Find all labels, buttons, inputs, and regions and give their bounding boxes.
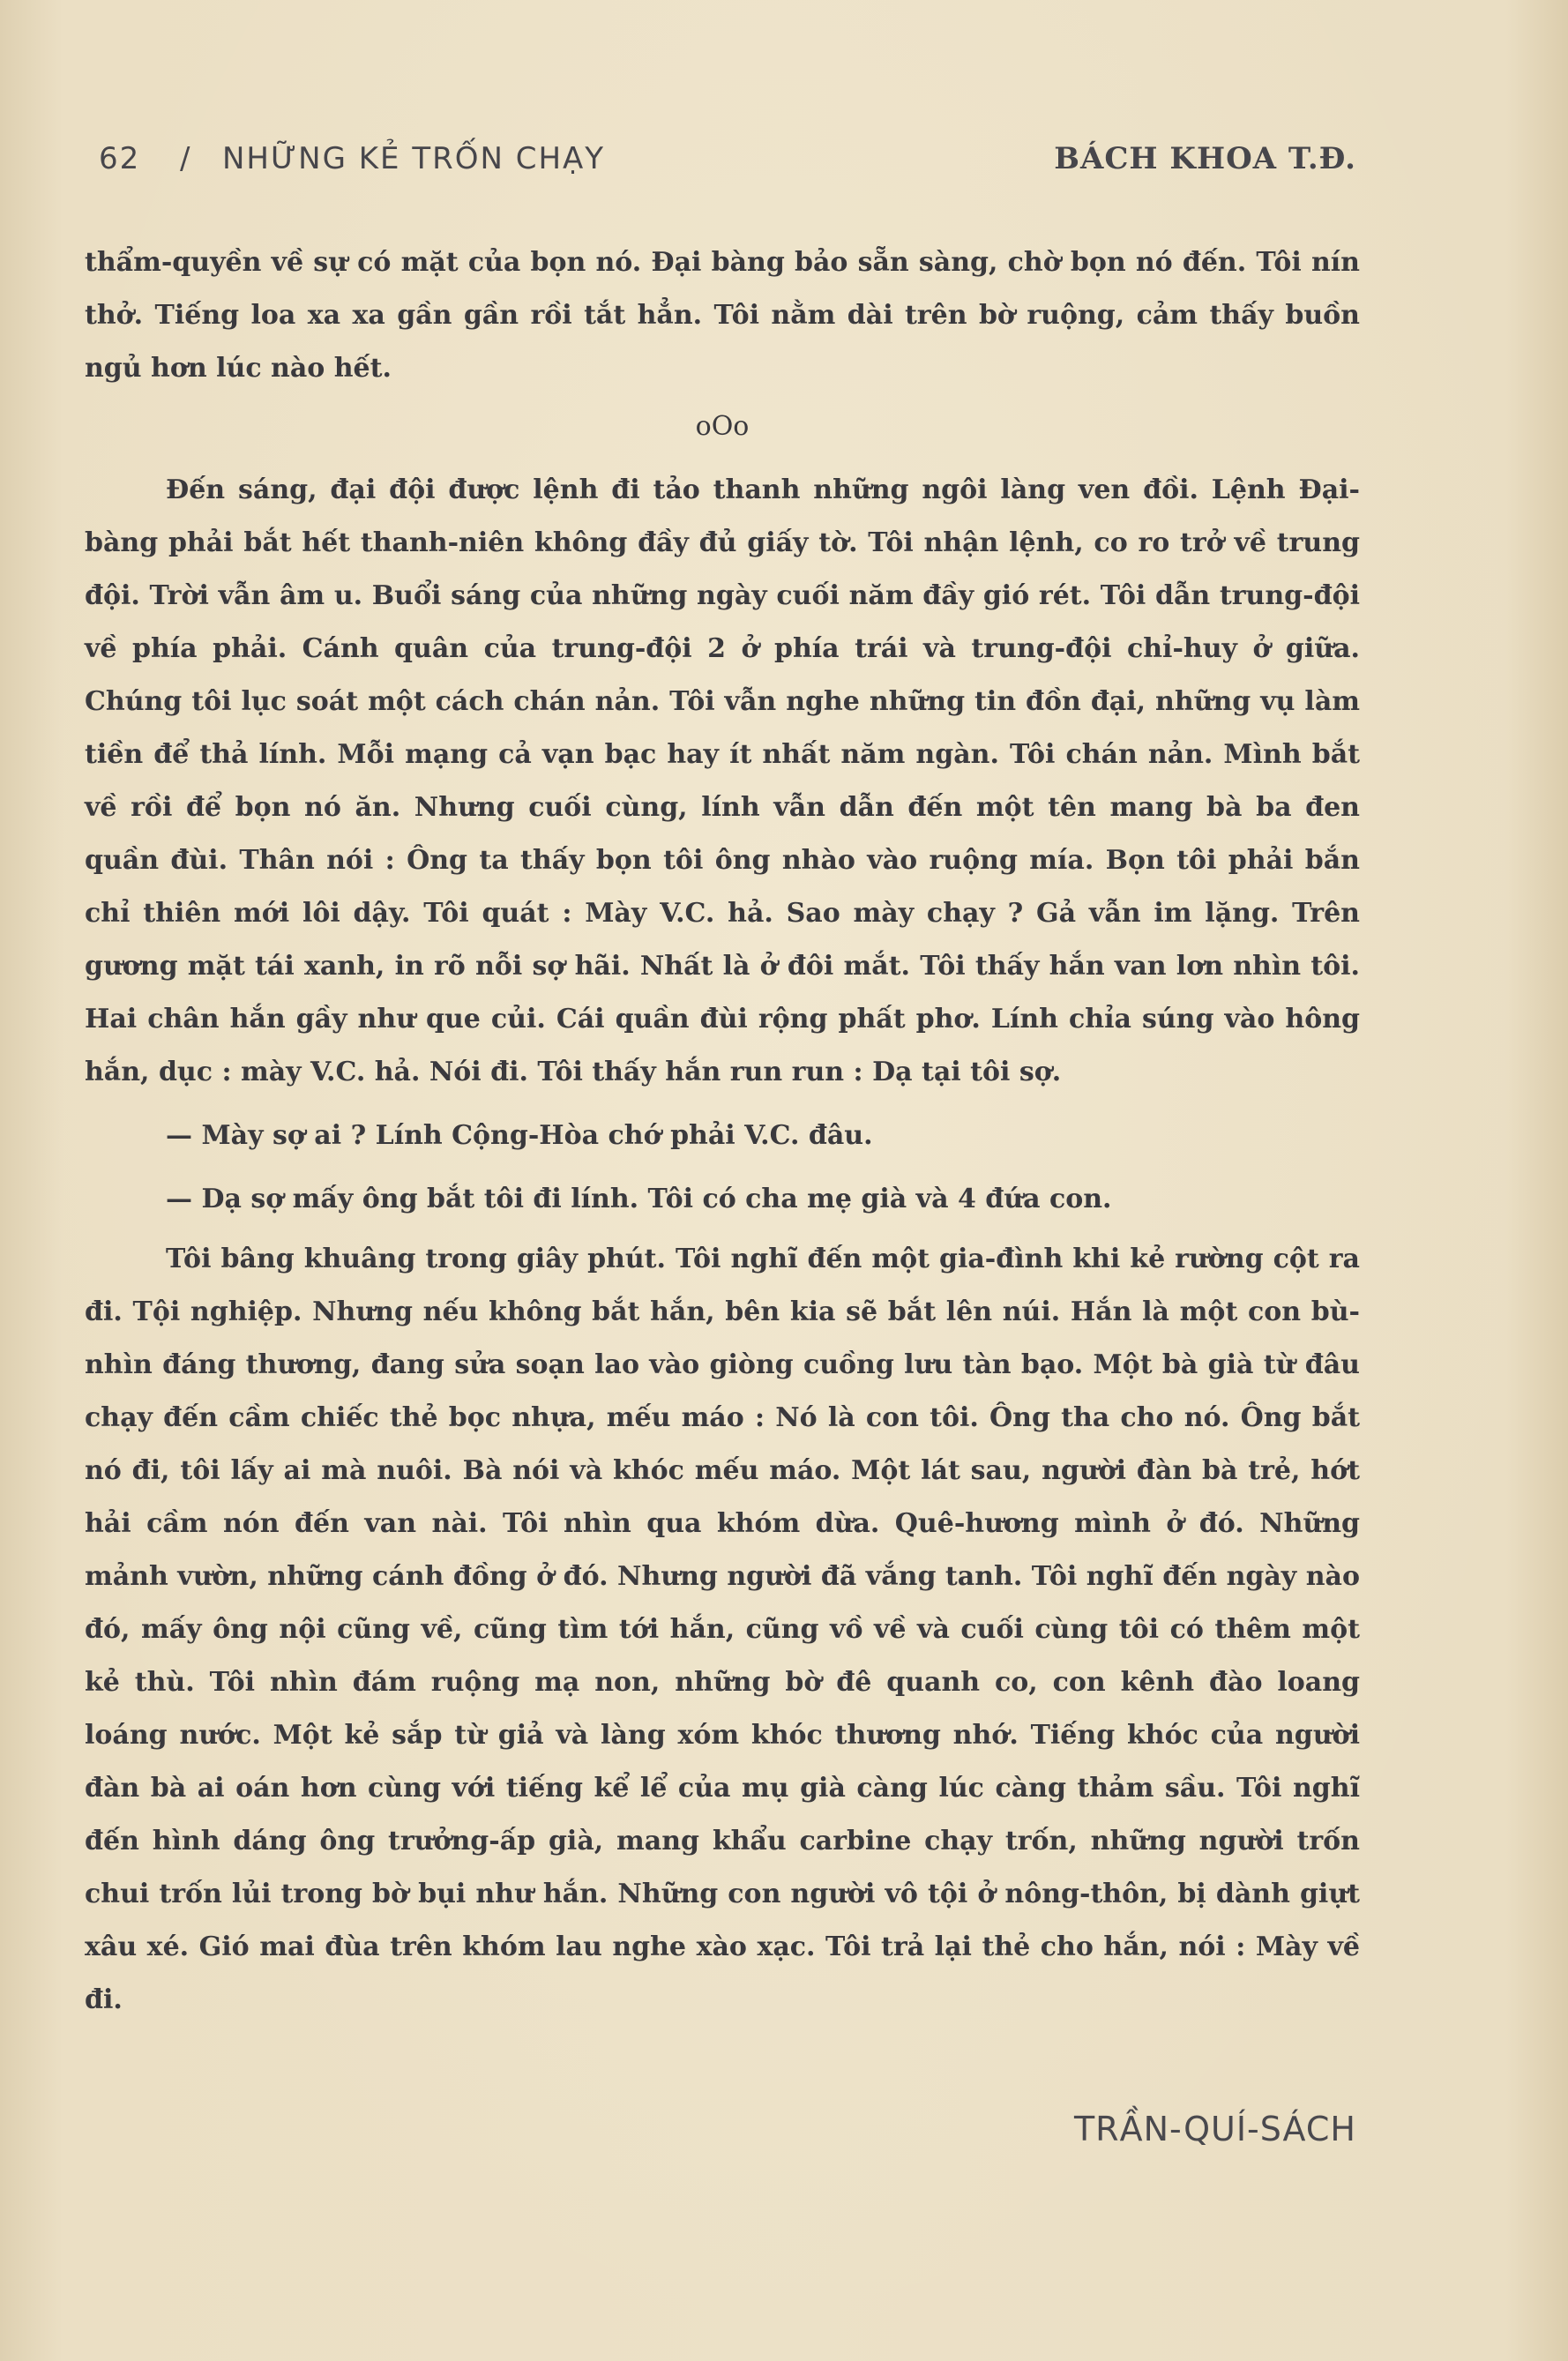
- paragraph: Đến sáng, đại đội được lệnh đi tảo thanh những ngôi làng ven đồi. Lệnh Đại-bàng phải bắt hết thanh-niên không đầy đủ giấy tờ. Tôi nhận lệnh, co ro trở về trung đội. Trời vẫn âm u. Buổi sáng của những ngày cuối năm đầy gió rét. Tôi dẫn trung-đội về phía phải. Cánh quân của trung-đội 2 ở phía trái và trung-đội chỉ-huy ở giữa. Chúng tôi lục soát một cách chán nản. Tôi vẫn nghe những tin đồn đại, những vụ làm tiền để thả lính. Mỗi mạng cả vạn bạc hay ít nhất năm ngàn. Tôi chán nản. Mình bắt về rồi để bọn nó ăn. Nhưng cuối cùng, lính vẫn dẫn đến một tên mang bà ba đen quần đùi. Thân nói : Ông ta thấy bọn tôi ông nhào vào ruộng mía. Bọn tôi phải bắn chỉ thiên mới lôi dậy. Tôi quát : Mày V.C. hả. Sao mày chạy ? Gả vẫn im lặng. Trên gương mặt tái xanh, in rõ nỗi sợ hãi. Nhất là ở đôi mắt. Tôi thấy hắn van lơn nhìn tôi. Hai chân hắn gầy như que củi. Cái quần đùi rộng phất phơ. Lính chỉa súng vào hông hắn, dục : mày V.C. hả. Nói đi. Tôi thấy hắn run run : Dạ tại tôi sợ.: [85, 474, 1360, 1087]
- header-separator: /: [180, 141, 192, 176]
- page-number: 62: [99, 141, 141, 176]
- magazine-name: BÁCH KHOA T.Đ.: [1054, 141, 1356, 176]
- paragraph-continued: thẩm-quyền về sự có mặt của bọn nó. Đại bàng bảo sẵn sàng, chờ bọn nó đến. Tôi nín thở. Tiếng loa xa xa gần gần rồi tắt hẳn. Tôi nằm dài trên bờ ruộng, cảm thấy buồn ngủ hơn lúc nào hết.: [85, 247, 1360, 384]
- article-body: [85, 236, 1360, 2027]
- dialog-line: — Mày sợ ai ? Lính Cộng-Hòa chớ phải V.C. đâu.: [166, 1120, 873, 1151]
- section-separator: oOo: [695, 411, 750, 442]
- author-signature: TRẦN-QUÍ-SÁCH: [1073, 2110, 1356, 2148]
- running-header: [99, 141, 1356, 185]
- dialog-line: — Dạ sợ mấy ông bắt tôi đi lính. Tôi có cha mẹ già và 4 đứa con.: [166, 1184, 1112, 1214]
- paragraph: Tôi bâng khuâng trong giây phút. Tôi nghĩ đến một gia-đình khi kẻ rường cột ra đi. Tội nghiệp. Nhưng nếu không bắt hắn, bên kia sẽ bắt lên núi. Hắn là một con bù-nhìn đáng thương, đang sửa soạn lao vào giòng cuồng lưu tàn bạo. Một bà già từ đâu chạy đến cầm chiếc thẻ bọc nhựa, mếu máo : Nó là con tôi. Ông tha cho nó. Ông bắt nó đi, tôi lấy ai mà nuôi. Bà nói và khóc mếu máo. Một lát sau, người đàn bà trẻ, hớt hải cầm nón đến van nài. Tôi nhìn qua khóm dừa. Quê-hương mình ở đó. Những mảnh vườn, những cánh đồng ở đó. Nhưng người đã vắng tanh. Tôi nghĩ đến ngày nào đó, mấy ông nội cũng về, cũng tìm tới hắn, cũng vồ về và cuối cùng tôi có thêm một kẻ thù. Tôi nhìn đám ruộng mạ non, những bờ đê quanh co, con kênh đào loang loáng nước. Một kẻ sắp từ giả và làng xóm khóc thương nhớ. Tiếng khóc của người đàn bà ai oán hơn cùng với tiếng kể lể của mụ già càng lúc càng thảm sầu. Tôi nghĩ đến hình dáng ông trưởng-ấp già, mang khẩu carbine chạy trốn, những người trốn chui trốn lủi trong bờ bụi như hắn. Những con người vô tội ở nông-thôn, bị dành giựt xâu xé. Gió mai đùa trên khóm lau nghe xào xạc. Tôi trả lại thẻ cho hắn, nói : Mày về đi.: [85, 1244, 1360, 2015]
- chapter-title: NHỮNG KẺ TRỐN CHẠY: [222, 141, 606, 176]
